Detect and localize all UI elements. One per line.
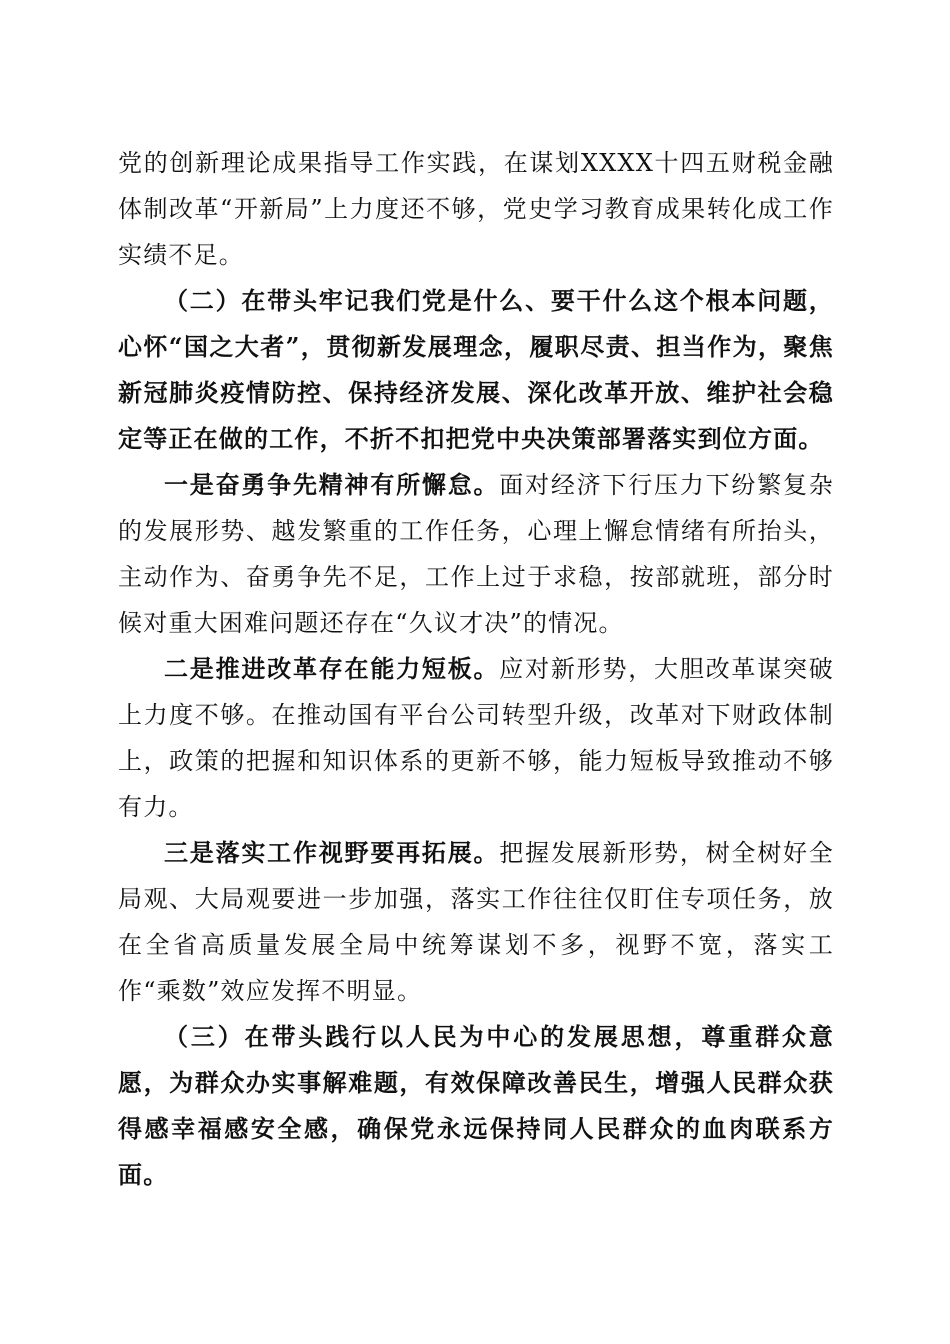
document-page [118,140,834,1198]
paragraph-3-lead: 一是奋勇争先精神有所懈怠。 [164,470,500,499]
paragraph-4-lead: 二是推进改革存在能力短板。 [164,654,500,683]
paragraph-3-body: 面对经济下行压力下纷繁复杂的发展形势、越发繁重的工作任务，心理上懈怠情绪有所抬头，主动作为、奋勇争先不足，工作上过于求稳，按部就班，部分时候对重大困难问题还存在“久议才决”的情况。 [118,471,834,637]
paragraph-5-lead: 三是落实工作视野要再拓展。 [164,838,500,867]
paragraph-4 [118,646,834,830]
paragraph-1 [118,140,834,278]
paragraph-4-body: 应对新形势，大胆改革谋突破上力度不够。在推动国有平台公司转型升级，改革对下财政体制上，政策的把握和知识体系的更新不够，能力短板导致推动不够有力。 [118,655,834,821]
paragraph-2-lead: （二）在带头牢记我们党是什么、要干什么这个根本问题，心怀“国之大者”，贯彻新发展理念，履职尽责、担当作为，聚焦新冠肺炎疫情防控、保持经济发展、深化改革开放、维护社会稳定等正在做的工作，不折不扣把党中央决策部署落实到位方面。 [118,286,834,453]
paragraph-5 [118,830,834,1014]
paragraph-1-body: 党的创新理论成果指导工作实践，在谋划XXXX十四五财税金融体制改革“开新局”上力度还不够，党史学习教育成果转化成工作实绩不足。 [118,149,834,269]
paragraph-2-section-heading [118,278,834,462]
paragraph-3 [118,462,834,646]
paragraph-6-section-heading [118,1014,834,1198]
paragraph-6-lead: （三）在带头践行以人民为中心的发展思想，尊重群众意愿，为群众办实事解难题，有效保障改善民生，增强人民群众获得感幸福感安全感，确保党永远保持同人民群众的血肉联系方面。 [118,1022,834,1189]
paragraph-5-body: 把握发展新形势，树全树好全局观、大局观要进一步加强，落实工作往往仅盯住专项任务，放在全省高质量发展全局中统筹谋划不多，视野不宽，落实工作“乘数”效应发挥不明显。 [118,839,834,1005]
